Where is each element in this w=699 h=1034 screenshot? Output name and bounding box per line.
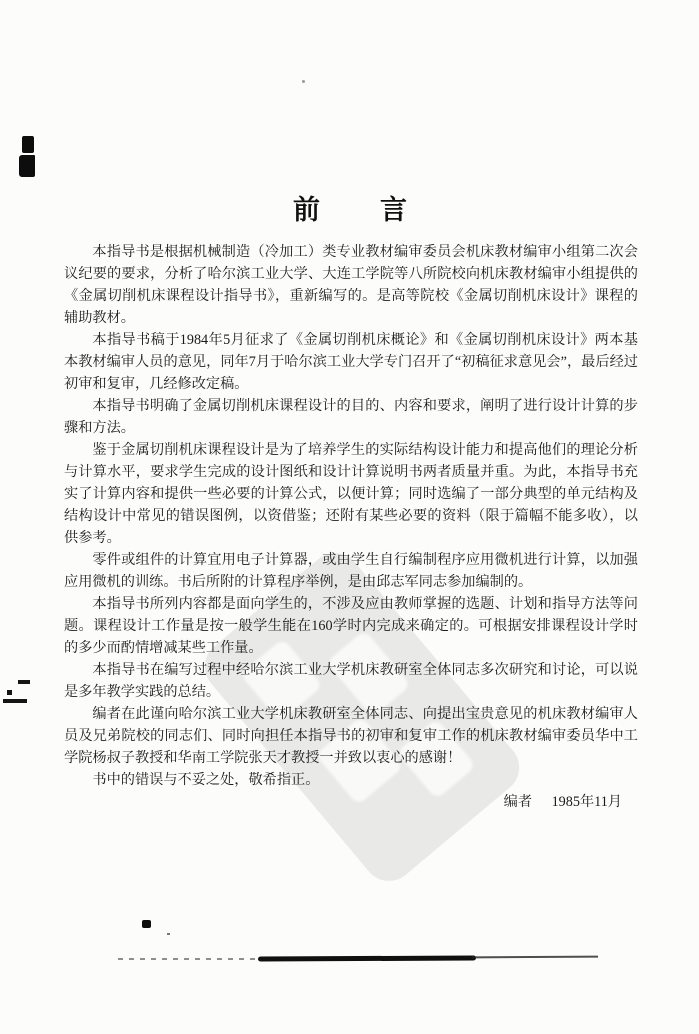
signature-line (64, 791, 638, 813)
left-margin-ink-blot-top (22, 136, 34, 153)
left-margin-page-mark-dash (18, 680, 30, 684)
left-margin-ink-blot-bottom (19, 155, 35, 177)
paragraph-8: 编者在此谨向哈尔滨工业大学机床教研室全体同志、向提出宝贵意见的机床教材编审人员及兄弟院校的同志们、同时向担任本指导书的初审和复审工作的机床教材编审委员华中工学院杨叔子教授和华南工学院张天才教授一并致以衷心的感谢！ (64, 706, 638, 766)
scan-speck (142, 920, 151, 928)
paragraph-7: 本指导书在编写过程中经哈尔滨工业大学机床教研室全体同志多次研究和讨论，可以说是多年教学实践的总结。 (64, 662, 638, 700)
scan-speck (167, 933, 170, 935)
paragraph-3: 本指导书明确了金属切削机床课程设计的目的、内容和要求，阐明了进行设计计算的步骤和方法。 (64, 398, 638, 436)
left-margin-page-mark-dot (7, 690, 12, 695)
paragraph-1: 本指导书是根据机械制造（冷加工）类专业教材编审委员会机床教材编审小组第二次会议纪要的要求，分析了哈尔滨工业大学、大连工学院等八所院校向机床教材编审小组提供的《金属切削机床课程设计指导书》，重新编写的。是高等院校《金属切削机床设计》课程的辅助教材。 (64, 244, 638, 326)
paragraph-5: 零件或组件的计算宜用电子计算器，或由学生自行编制程序应用微机进行计算，以加强应用微机的训练。书后所附的计算程序举例，是由邱志军同志参加编制的。 (64, 552, 638, 590)
page-title: 前 言 (293, 195, 409, 225)
signature-author: 编者 (503, 794, 533, 810)
paragraph-9: 书中的错误与不妥之处，敬希指正。 (92, 772, 320, 788)
preface-body (64, 241, 638, 813)
paragraph-2: 本指导书稿于1984年5月征求了《金属切削机床概论》和《金属切削机床设计》两本基本教材编审人员的意见，同年7月于哈尔滨工业大学专门召开了“初稿征求意见会”，最后经过初审和复审，几经修改定稿。 (64, 332, 638, 392)
bottom-scan-line-mid (258, 956, 476, 962)
signature-date: 1985年11月 (551, 794, 622, 810)
paragraph-6: 本指导书所列内容都是面向学生的，不涉及应由教师掌握的选题、计划和指导方法等问题。课程设计工作量是按一般学生能在160学时内完成来确定的。可根据安排课程设计学时的多少而酌情增减某些工作量。 (64, 596, 638, 656)
scan-speck (302, 80, 305, 83)
paragraph-4: 鉴于金属切削机床课程设计是为了培养学生的实际结构设计能力和提高他们的理论分析与计算水平，要求学生完成的设计图纸和设计计算说明书两者质量并重。为此，本指导书充实了计算内容和提供一些必要的计算公式，以便计算；同时选编了一部分典型的单元结构及结构设计中常见的错误图例，以资借鉴；还附有某些必要的资料（限于篇幅不能多收），以供参考。 (64, 442, 638, 546)
bottom-scan-line-right (472, 956, 598, 959)
bottom-scan-line-left (118, 958, 263, 960)
left-margin-page-mark-bar (3, 699, 27, 703)
